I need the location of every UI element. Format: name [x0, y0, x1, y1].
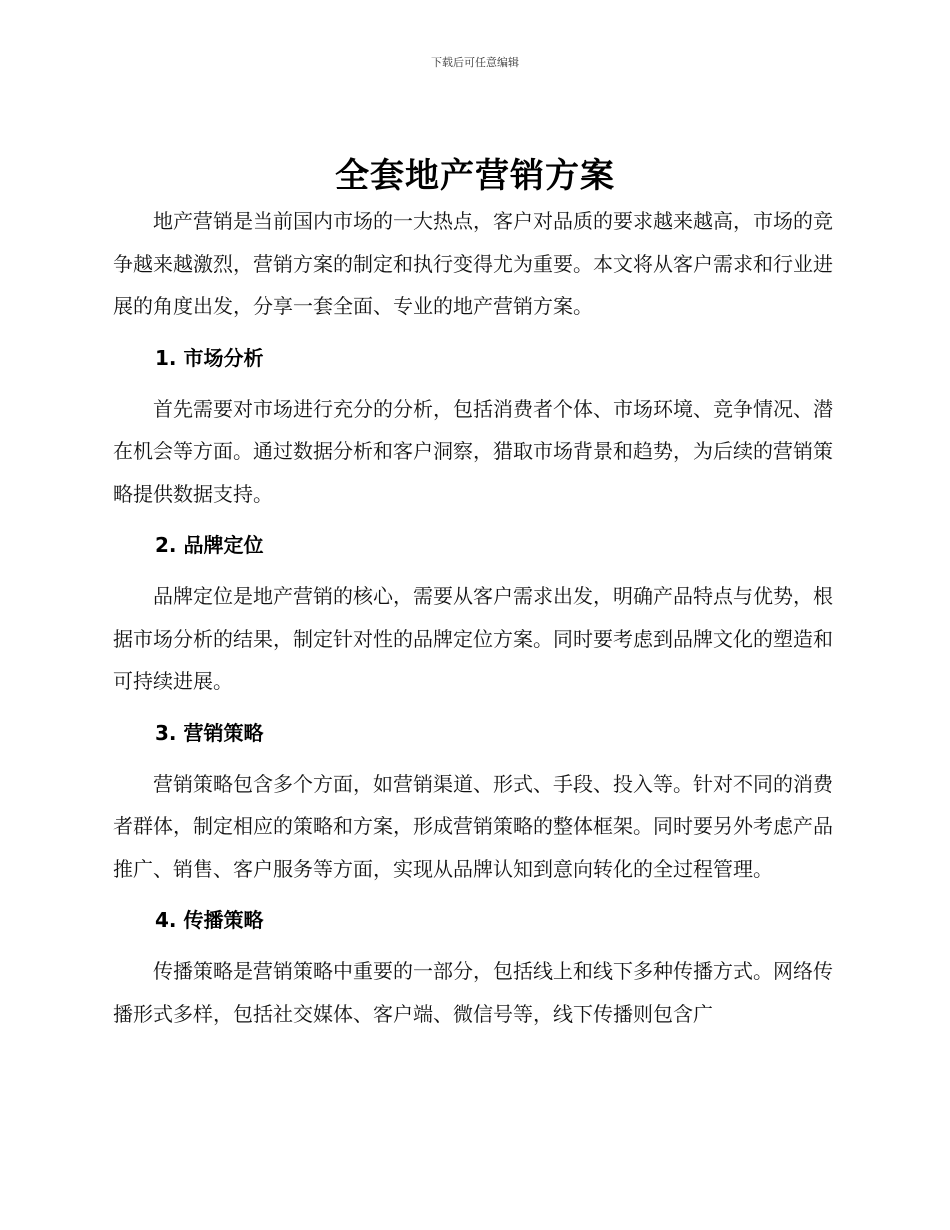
intro-paragraph: 地产营销是当前国内市场的一大热点，客户对品质的要求越来越高，市场的竞争越来越激烈，营销方案的制定和执行变得尤为重要。本文将从客户需求和行业进展的角度出发，分享一套全面、专业的地产营销方案。 [113, 209, 833, 318]
document-title: 全套地产营销方案 [335, 156, 615, 196]
section-heading-marketing-strategy: 3. 营销策略 [155, 720, 264, 745]
document-body [113, 200, 833, 1035]
section-heading-communication-strategy: 4. 传播策略 [155, 908, 264, 932]
section-body-marketing-strategy: 营销策略包含多个方面，如营销渠道、形式、手段、投入等。针对不同的消费者群体，制定相应的策略和方案，形成营销策略的整体框架。同时要另外考虑产品推广、销售、客户服务等方面，实现从品牌认知到意向转化的全过程管理。 [113, 771, 833, 881]
header-note: 下载后可任意编辑 [431, 56, 519, 69]
section-heading-market-analysis: 1. 市场分析 [155, 345, 264, 370]
section-body-communication-strategy: 传播策略是营销策略中重要的一部分，包括线上和线下多种传播方式。网络传播形式多样，包括社交媒体、客户端、微信号等，线下传播则包含广 [113, 959, 833, 1026]
section-heading-brand-positioning: 2. 品牌定位 [155, 533, 264, 557]
section-body-market-analysis: 首先需要对市场进行充分的分析，包括消费者个体、市场环境、竞争情况、潜在机会等方面。通过数据分析和客户洞察，猎取市场背景和趋势，为后续的营销策略提供数据支持。 [113, 396, 833, 506]
section-body-brand-positioning: 品牌定位是地产营销的核心，需要从客户需求出发，明确产品特点与优势，根据市场分析的结果，制定针对性的品牌定位方案。同时要考虑到品牌文化的塑造和可持续进展。 [113, 584, 833, 693]
